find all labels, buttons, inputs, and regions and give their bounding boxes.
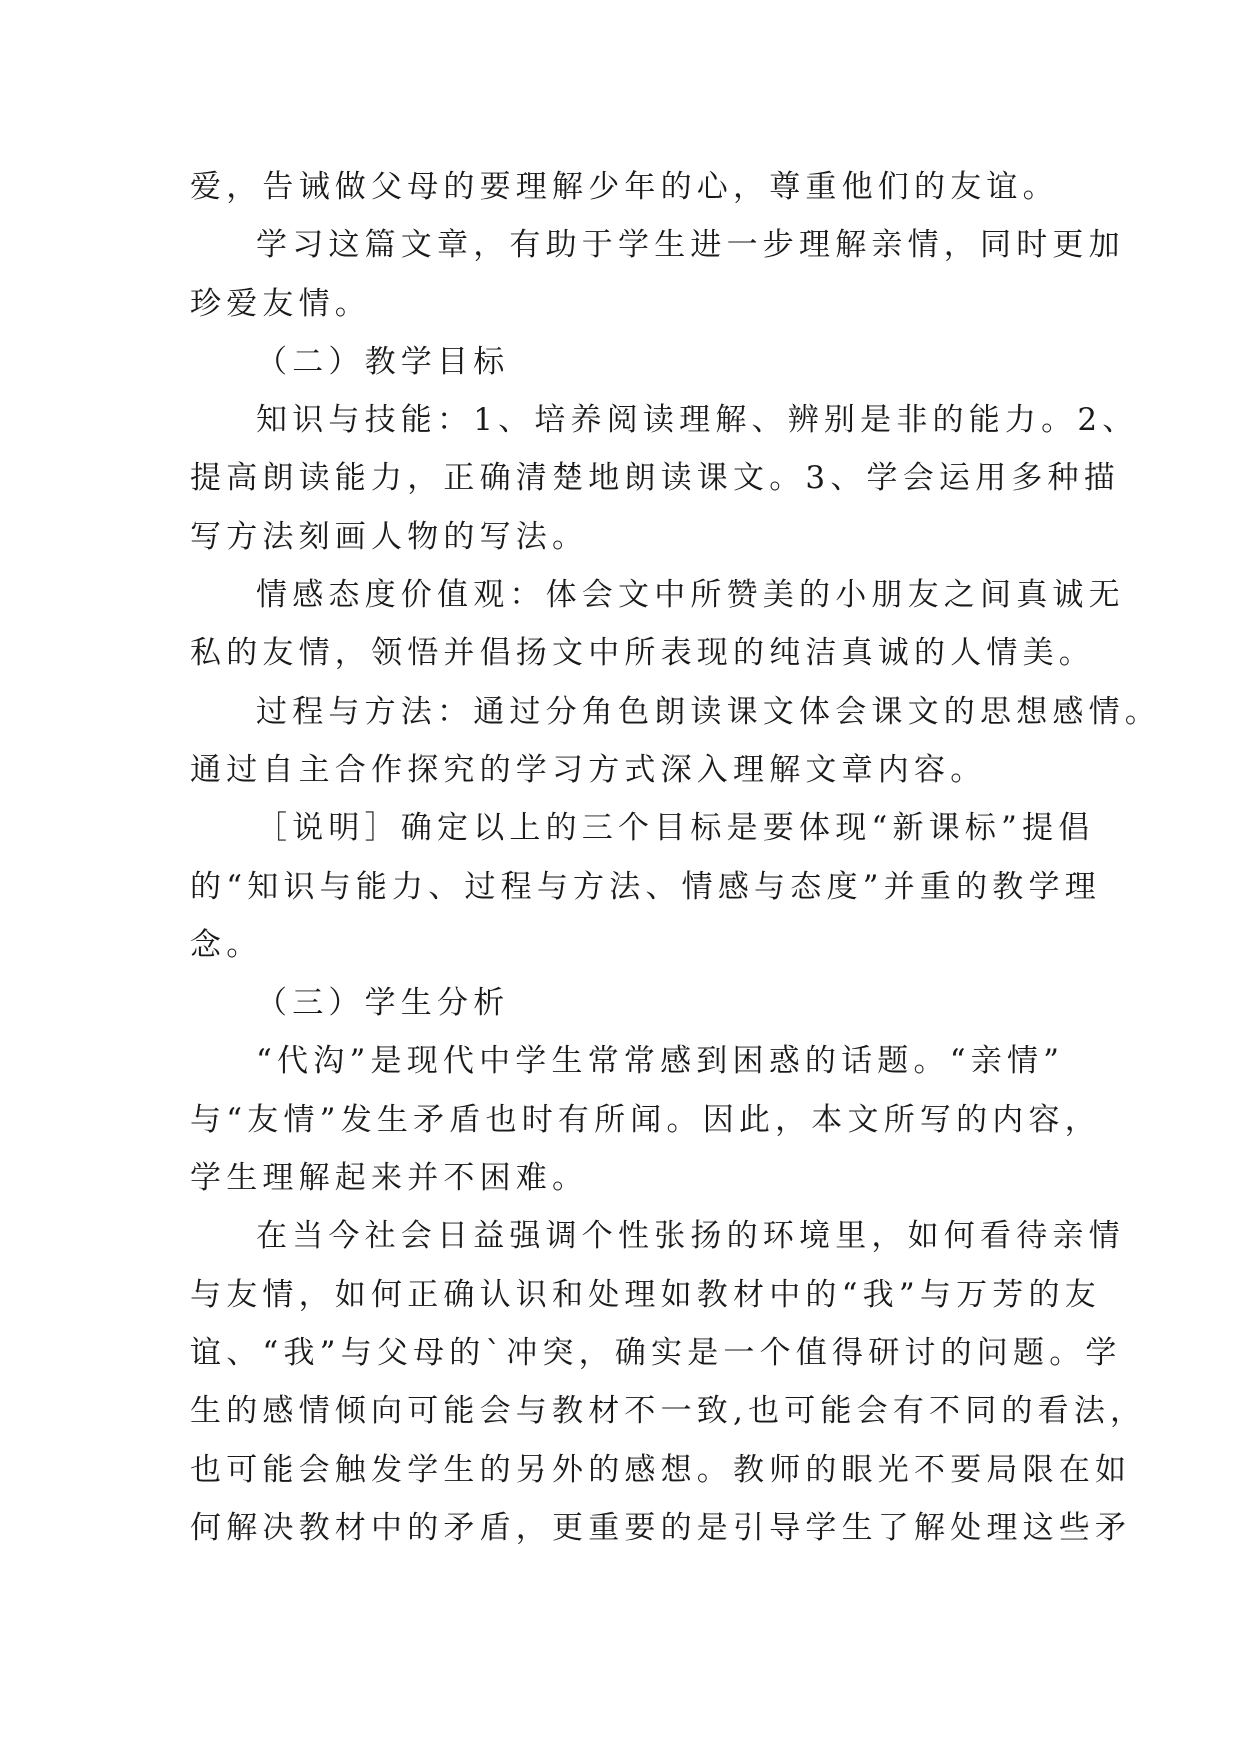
text-line: “代沟”是现代中学生常常感到困惑的话题。“亲情” (256, 1043, 1065, 1080)
section-heading: （二）教学目标 (256, 343, 510, 380)
text-line: 何解决教材中的矛盾，更重要的是引导学生了解处理这些矛 (190, 1509, 1132, 1546)
text-line: 通过自主合作探究的学习方式深入理解文章内容。 (190, 751, 987, 788)
text-line: 与友情，如何正确认识和处理如教材中的“我”与万芳的友 (190, 1276, 1101, 1313)
text-line: 私的友情，领悟并倡扬文中所表现的纯洁真诚的人情美。 (190, 635, 1095, 672)
text-line: 情感态度价值观：体会文中所赞美的小朋友之间真诚无 (256, 577, 1125, 614)
text-line: 在当今社会日益强调个性张扬的环境里，如何看待亲情 (256, 1218, 1125, 1255)
text-line: 的“知识与能力、过程与方法、情感与态度”并重的教学理 (190, 868, 1101, 905)
text-line: 学习这篇文章，有助于学生进一步理解亲情，同时更加 (256, 227, 1125, 264)
text-line: 过程与方法：通过分角色朗读课文体会课文的思想感情。 (256, 693, 1161, 730)
text-line: 也可能会触发学生的另外的感想。教师的眼光不要局限在如 (190, 1451, 1132, 1488)
text-line: 念。 (190, 926, 263, 963)
text-line: 学生理解起来并不困难。 (190, 1160, 589, 1197)
text-line: 珍爱友情。 (190, 285, 371, 322)
text-line: 生的感情倾向可能会与教材不一致,也可能会有不同的看法， (190, 1393, 1147, 1430)
text-line: ［说明］确定以上的三个目标是要体现“新课标”提倡 (256, 810, 1095, 847)
section-heading: （三）学生分析 (256, 985, 510, 1022)
text-line: 爱，告诫做父母的要理解少年的心，尊重他们的友谊。 (190, 169, 1059, 205)
text-line: 谊、“我”与父母的`冲突，确实是一个值得研讨的问题。学 (190, 1334, 1122, 1371)
document-page (190, 158, 1161, 1557)
text-line: 知识与技能：1、培养阅读理解、辨别是非的能力。2、 (256, 402, 1139, 439)
text-line: 写方法刻画人物的写法。 (190, 518, 589, 555)
text-line: 与“友情”发生矛盾也时有所闻。因此，本文所写的内容， (190, 1101, 1101, 1138)
text-line: 提高朗读能力，正确清楚地朗读课文。3、学会运用多种描 (190, 460, 1120, 497)
